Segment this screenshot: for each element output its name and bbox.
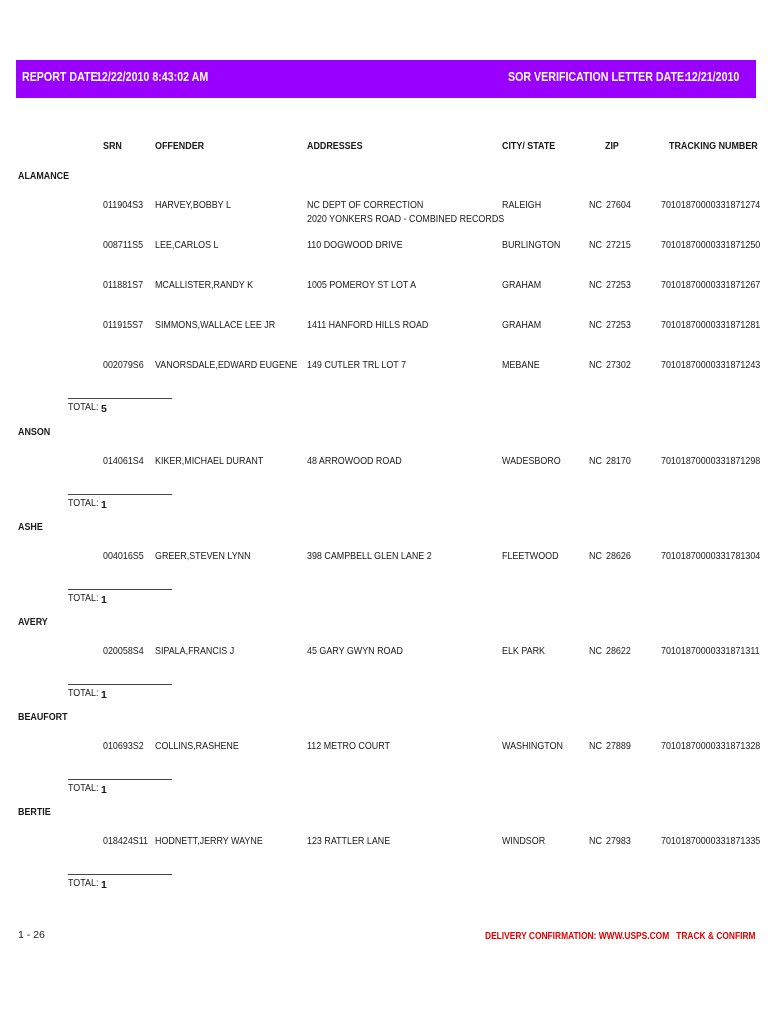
total-rule bbox=[68, 874, 172, 875]
row-zip: 28626 bbox=[606, 550, 631, 562]
row-state: NC bbox=[589, 740, 602, 752]
delivery-label: DELIVERY CONFIRMATION: bbox=[485, 930, 597, 942]
total-rule bbox=[68, 398, 172, 399]
county-heading: ALAMANCE bbox=[18, 170, 70, 182]
row-tracking-number: 70101870000331871267 bbox=[661, 279, 761, 291]
row-offender: KIKER,MICHAEL DURANT bbox=[155, 455, 264, 467]
row-city: RALEIGH bbox=[502, 199, 542, 211]
row-tracking-number: 70101870000331871335 bbox=[661, 835, 761, 847]
row-city: WASHINGTON bbox=[502, 740, 564, 752]
report-header-banner bbox=[16, 60, 756, 98]
row-offender: GREER,STEVEN LYNN bbox=[155, 550, 251, 562]
total-label: TOTAL: bbox=[68, 877, 99, 889]
row-zip: 27983 bbox=[606, 835, 631, 847]
total-rule bbox=[68, 684, 172, 685]
row-srn: 018424S11 bbox=[103, 835, 149, 847]
row-tracking-number: 70101870000331871311 bbox=[661, 645, 760, 657]
col-tracking: TRACKING NUMBER bbox=[669, 140, 758, 152]
row-address: NC DEPT OF CORRECTION bbox=[307, 199, 424, 211]
total-rule bbox=[68, 589, 172, 590]
letter-date-label: SOR VERIFICATION LETTER DATE: bbox=[508, 69, 688, 84]
row-tracking-number: 70101870000331871274 bbox=[661, 199, 761, 211]
row-tracking-number: 70101870000331871243 bbox=[661, 359, 761, 371]
row-offender: MCALLISTER,RANDY K bbox=[155, 279, 254, 291]
row-srn: 002079S6 bbox=[103, 359, 144, 371]
row-address: 45 GARY GWYN ROAD bbox=[307, 645, 403, 657]
total-rule bbox=[68, 779, 172, 780]
row-zip: 27253 bbox=[606, 279, 631, 291]
col-offender: OFFENDER bbox=[155, 140, 205, 152]
track-confirm-link[interactable]: TRACK & CONFIRM bbox=[676, 930, 756, 942]
row-state: NC bbox=[589, 645, 602, 657]
row-offender: LEE,CARLOS L bbox=[155, 239, 219, 251]
row-address: 398 CAMPBELL GLEN LANE 2 bbox=[307, 550, 432, 562]
row-zip: 27604 bbox=[606, 199, 631, 211]
row-city: ELK PARK bbox=[502, 645, 545, 657]
letter-date-value: 12/21/2010 bbox=[686, 69, 740, 84]
row-srn: 014061S4 bbox=[103, 455, 144, 467]
row-tracking-number: 70101870000331871281 bbox=[661, 319, 761, 331]
row-tracking-number: 70101870000331871250 bbox=[661, 239, 761, 251]
row-srn: 004016S5 bbox=[103, 550, 144, 562]
row-zip: 27889 bbox=[606, 740, 631, 752]
row-offender: HARVEY,BOBBY L bbox=[155, 199, 231, 211]
col-srn: SRN bbox=[103, 140, 122, 152]
county-heading: BERTIE bbox=[18, 806, 51, 818]
row-city: WINDSOR bbox=[502, 835, 546, 847]
row-city: WADESBORO bbox=[502, 455, 561, 467]
total-count: 1 bbox=[101, 784, 107, 796]
row-zip: 27253 bbox=[606, 319, 631, 331]
row-state: NC bbox=[589, 550, 602, 562]
row-address: 1411 HANFORD HILLS ROAD bbox=[307, 319, 429, 331]
row-offender: SIPALA,FRANCIS J bbox=[155, 645, 235, 657]
county-heading: ASHE bbox=[18, 521, 43, 533]
row-state: NC bbox=[589, 199, 602, 211]
col-city-state: CITY/ STATE bbox=[502, 140, 556, 152]
row-offender: HODNETT,JERRY WAYNE bbox=[155, 835, 263, 847]
row-address: 149 CUTLER TRL LOT 7 bbox=[307, 359, 407, 371]
total-label: TOTAL: bbox=[68, 782, 99, 794]
row-srn: 008711S5 bbox=[103, 239, 144, 251]
county-heading: BEAUFORT bbox=[18, 711, 68, 723]
row-offender: VANORSDALE,EDWARD EUGENE bbox=[155, 359, 298, 371]
row-city: FLEETWOOD bbox=[502, 550, 559, 562]
row-address: 123 RATTLER LANE bbox=[307, 835, 391, 847]
row-tracking-number: 70101870000331781304 bbox=[661, 550, 761, 562]
row-zip: 28170 bbox=[606, 455, 631, 467]
total-rule bbox=[68, 494, 172, 495]
row-srn: 010693S2 bbox=[103, 740, 144, 752]
total-count: 1 bbox=[101, 879, 107, 891]
row-srn: 011904S3 bbox=[103, 199, 144, 211]
row-state: NC bbox=[589, 239, 602, 251]
row-city: GRAHAM bbox=[502, 319, 542, 331]
row-address: 1005 POMEROY ST LOT A bbox=[307, 279, 417, 291]
county-heading: ANSON bbox=[18, 426, 51, 438]
row-state: NC bbox=[589, 319, 602, 331]
row-city: MEBANE bbox=[502, 359, 540, 371]
total-count: 1 bbox=[101, 499, 107, 511]
total-count: 1 bbox=[101, 594, 107, 606]
total-label: TOTAL: bbox=[68, 401, 99, 413]
col-addresses: ADDRESSES bbox=[307, 140, 363, 152]
report-date-label: REPORT DATE: bbox=[22, 69, 102, 84]
row-srn: 011881S7 bbox=[103, 279, 144, 291]
row-zip: 28622 bbox=[606, 645, 631, 657]
total-count: 1 bbox=[101, 689, 107, 701]
row-state: NC bbox=[589, 835, 602, 847]
row-address: 110 DOGWOOD DRIVE bbox=[307, 239, 403, 251]
row-address: 112 METRO COURT bbox=[307, 740, 390, 752]
row-city: BURLINGTON bbox=[502, 239, 561, 251]
row-state: NC bbox=[589, 279, 602, 291]
page-number: 1 - 26 bbox=[18, 929, 45, 941]
total-count: 5 bbox=[101, 403, 107, 415]
usps-link[interactable]: WWW.USPS.COM bbox=[598, 930, 670, 942]
total-label: TOTAL: bbox=[68, 592, 99, 604]
total-label: TOTAL: bbox=[68, 497, 99, 509]
row-tracking-number: 70101870000331871328 bbox=[661, 740, 761, 752]
row-srn: 020058S4 bbox=[103, 645, 144, 657]
total-label: TOTAL: bbox=[68, 687, 99, 699]
delivery-confirmation bbox=[485, 930, 756, 942]
row-address-line2: 2020 YONKERS ROAD - COMBINED RECORDS bbox=[307, 213, 505, 225]
row-zip: 27302 bbox=[606, 359, 631, 371]
row-offender: COLLINS,RASHENE bbox=[155, 740, 239, 752]
row-srn: 011915S7 bbox=[103, 319, 144, 331]
col-zip: ZIP bbox=[605, 140, 619, 152]
report-date-value: 12/22/2010 8:43:02 AM bbox=[96, 69, 209, 84]
row-city: GRAHAM bbox=[502, 279, 542, 291]
row-state: NC bbox=[589, 359, 602, 371]
row-zip: 27215 bbox=[606, 239, 631, 251]
row-state: NC bbox=[589, 455, 602, 467]
row-tracking-number: 70101870000331871298 bbox=[661, 455, 761, 467]
row-address: 48 ARROWOOD ROAD bbox=[307, 455, 402, 467]
row-offender: SIMMONS,WALLACE LEE JR bbox=[155, 319, 276, 331]
county-heading: AVERY bbox=[18, 616, 48, 628]
